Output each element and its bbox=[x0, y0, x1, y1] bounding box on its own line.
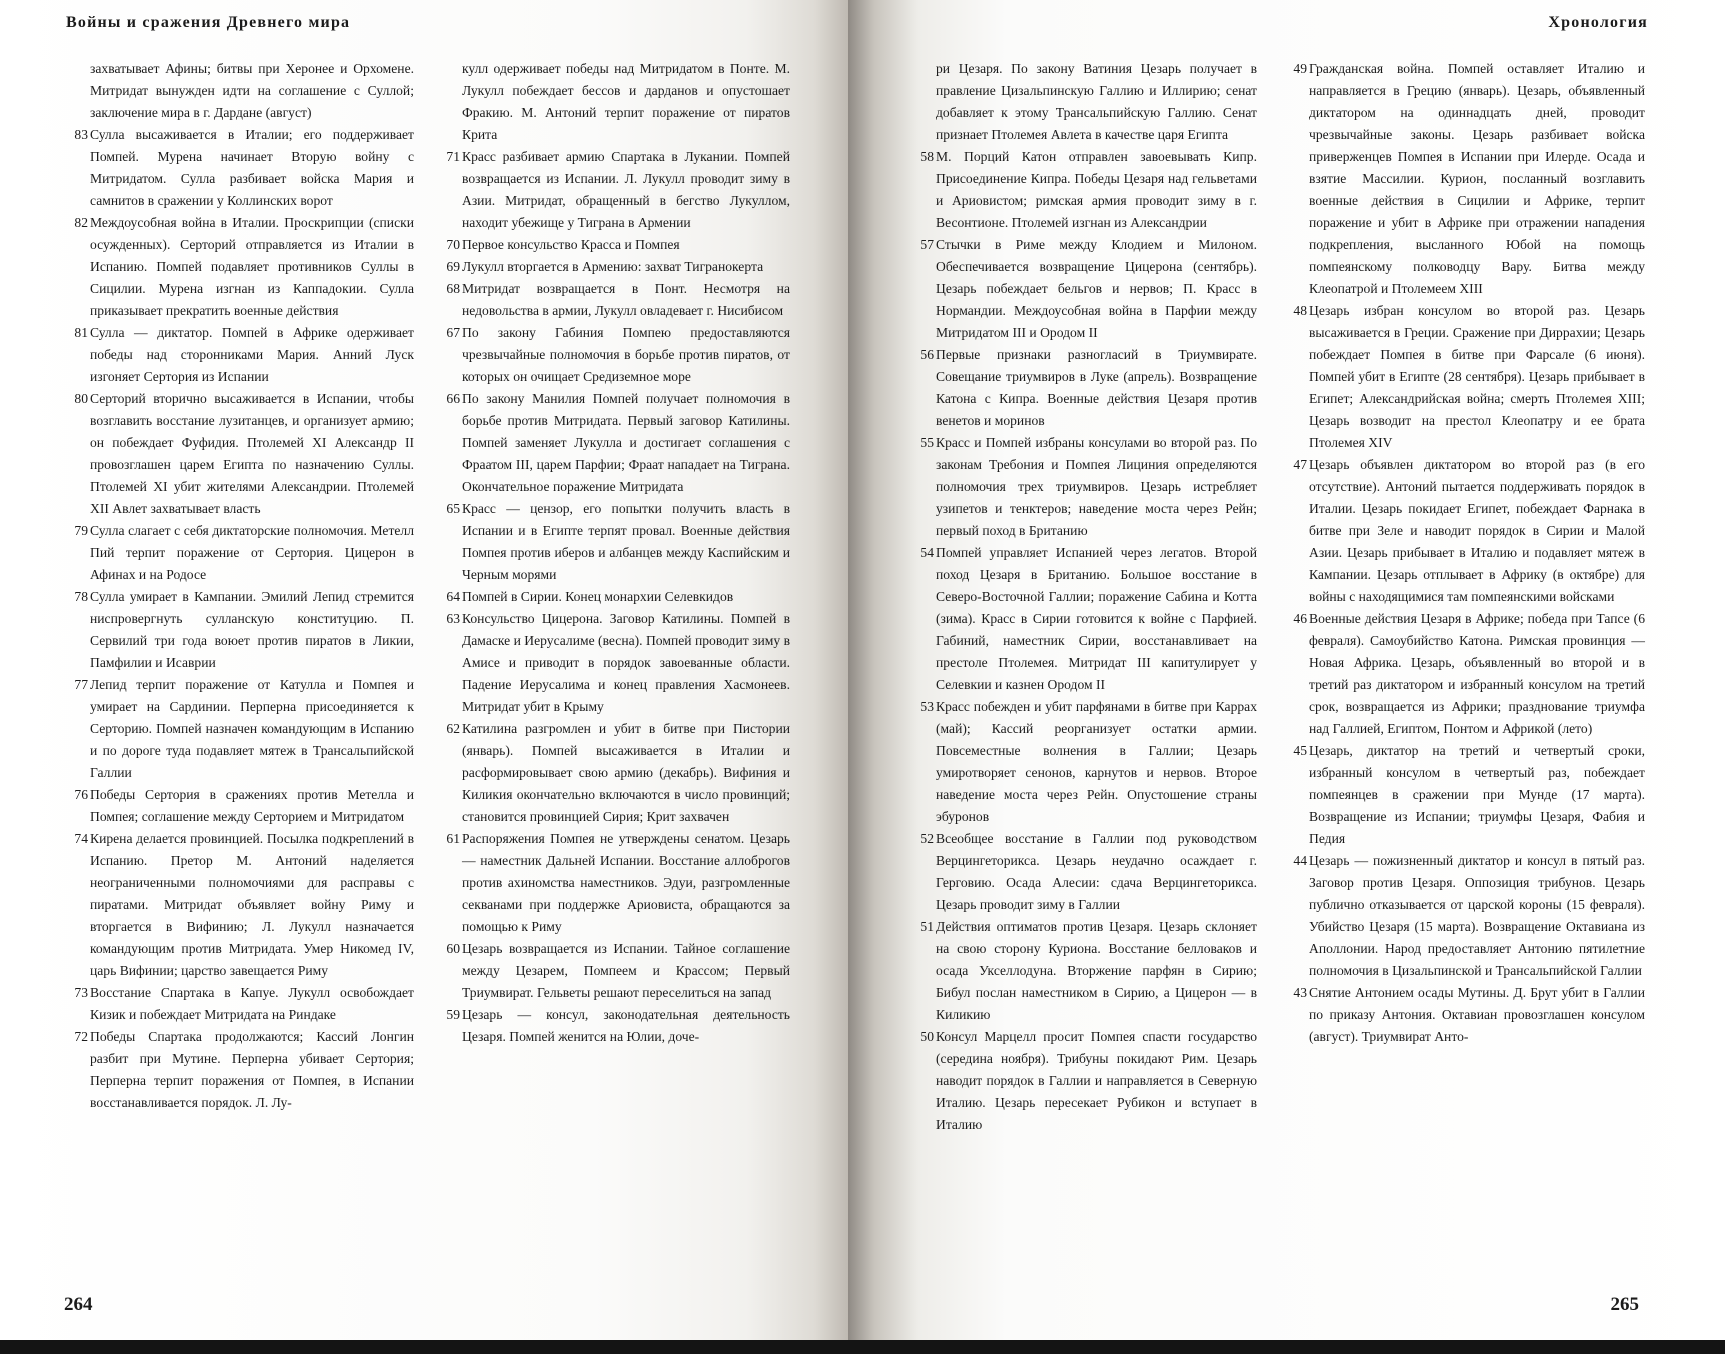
entry-text: Победы Сертория в сражениях против Метелла и Помпея; соглашение между Серторием и Митридатом bbox=[90, 787, 414, 824]
scan-edge bbox=[0, 1340, 1725, 1354]
entry-text: ри Цезаря. По закону Ватиния Цезарь получает в правление Цизальпинскую Галлию и Иллирию; сенат добавляет к этому Трансальпийскую Галлию. Сенат признает Птолемея Авлета в качестве царя Египта bbox=[936, 61, 1257, 142]
chronology-entry bbox=[64, 212, 414, 322]
chronology-entry bbox=[436, 718, 790, 828]
entry-year: 83 bbox=[74, 127, 88, 142]
entry-year: 45 bbox=[1293, 743, 1307, 758]
entry-year: 46 bbox=[1293, 611, 1307, 626]
page-number-left: 264 bbox=[64, 1294, 93, 1315]
chronology-entry bbox=[1283, 608, 1645, 740]
entry-year: 53 bbox=[920, 699, 934, 714]
chronology-entry bbox=[436, 322, 790, 388]
entry-text: Военные действия Цезаря в Африке; победа при Тапсе (6 февраля). Самоубийство Катона. Римская провинция — Новая Африка. Цезарь, объявленный во второй и в третий раз диктатором и избранный консулом на третий срок, возвращается из Африки; празднование триумфа над Галлией, Египтом, Понтом и Африкой (лето) bbox=[1309, 611, 1645, 736]
entry-text: Цезарь, диктатор на третий и четвертый сроки, избранный консулом в четвертый раз, побеждает помпеянцев в сражении при Мунде (17 марта). Возвращение из Испании; триумфы Цезаря, Фабия и Педия bbox=[1309, 743, 1645, 846]
chronology-entry bbox=[1283, 58, 1645, 300]
entry-year: 56 bbox=[920, 347, 934, 362]
chronology-entry bbox=[436, 388, 790, 498]
entry-year: 64 bbox=[446, 589, 460, 604]
entry-year: 76 bbox=[74, 787, 88, 802]
chronology-entry bbox=[436, 146, 790, 234]
entry-text: Катилина разгромлен и убит в битве при Пистории (январь). Помпей высаживается в Италии и расформировывает свою армию (декабрь). Вифиния и Киликия окончательно включаются в число провинций; становится провинцией Сирия; Крит захвачен bbox=[462, 721, 790, 824]
entry-year: 59 bbox=[446, 1007, 460, 1022]
entry-text: Цезарь возвращается из Испании. Тайное соглашение между Цезарем, Помпеем и Крассом; Первый Триумвират. Гельветы решают переселиться на запад bbox=[462, 941, 790, 1000]
chronology-entry bbox=[436, 1004, 790, 1048]
entry-year: 58 bbox=[920, 149, 934, 164]
chronology-entry bbox=[436, 498, 790, 586]
chronology-entry bbox=[436, 256, 790, 278]
entry-text: Красс побежден и убит парфянами в битве при Каррах (май); Кассий реорганизует остатки армии. Повсеместные волнения в Галлии; Цезарь умиротворяет сенонов, карнутов и нервов. Второе наведение моста через Рейн. Опустошение страны эбуронов bbox=[936, 699, 1257, 824]
chronology-entry bbox=[436, 938, 790, 1004]
entry-text: Первое консульство Красса и Помпея bbox=[462, 237, 680, 252]
entry-text: захватывает Афины; битвы при Херонее и Орхомене. Митридат вынужден идти на соглашение с Суллой; заключение мира в г. Дардане (август) bbox=[90, 61, 414, 120]
entry-text: Кирена делается провинцией. Посылка подкреплений в Испанию. Претор М. Антоний наделяется неограниченными полномочиями для расправы с пиратами. Митридат объявляет войну Риму и вторгается в Вифинию; Л. Лукулл назначается командующим против Митридата. Умер Никомед IV, царь Вифинии; царство завещается Риму bbox=[90, 831, 414, 978]
chronology-entry bbox=[910, 1026, 1257, 1136]
entry-text: Лепид терпит поражение от Катулла и Помпея и умирает на Сардинии. Перперна присоединяется к Серторию. Помпей назначен командующим в Испанию и по дороге туда подавляет мятеж в Трансальпийской Галлии bbox=[90, 677, 414, 780]
entry-text: Гражданская война. Помпей оставляет Италию и направляется в Грецию (январь). Цезарь, объявленный диктатором на одиннадцать дней, проводит чрезвычайные законы. Цезарь разбивает войска приверженцев Помпея в Испании при Илерде. Осада и взятие Массилии. Курион, посланный возглавить военные действия в Сицилии и Африке, терпит поражение и убит в Африке при отражении нападения подкрепления, высланного Юбой на помощь помпеянскому полководцу Вару. Битва между Клеопатрой и Птолемеем XIII bbox=[1309, 61, 1645, 296]
entry-text: Красс разбивает армию Спартака в Лукании. Помпей возвращается из Испании. Л. Лукулл проводит зиму в Азии. Митридат, обращенный в бегство Лукуллом, находит убежище у Тиграна в Армении bbox=[462, 149, 790, 230]
entry-year: 47 bbox=[1293, 457, 1307, 472]
entry-text: По закону Манилия Помпей получает полномочия в борьбе против Митридата. Первый заговор Катилины. Помпей заменяет Лукулла и достигает соглашения с Фраатом III, царем Парфии; Фраат нападает на Тиграна. Окончательное поражение Митридата bbox=[462, 391, 790, 494]
entry-year: 66 bbox=[446, 391, 460, 406]
entry-year: 72 bbox=[74, 1029, 88, 1044]
entry-text: Консульство Цицерона. Заговор Катилины. Помпей в Дамаске и Иерусалиме (весна). Помпей проводит зиму в Амисе и приводит в порядок завоеванные области. Падение Иерусалима и конец правления Хасмонеев. Митридат убит в Крыму bbox=[462, 611, 790, 714]
entry-text: Сулла умирает в Кампании. Эмилий Лепид стремится ниспровергнуть сулланскую конституцию. П. Сервилий три года воюет против пиратов в Ликии, Памфилии и Исаврии bbox=[90, 589, 414, 670]
entry-year: 61 bbox=[446, 831, 460, 846]
chronology-entry bbox=[64, 674, 414, 784]
entry-year: 77 bbox=[74, 677, 88, 692]
chronology-entry bbox=[1283, 454, 1645, 608]
chronology-entry bbox=[1283, 850, 1645, 982]
entry-year: 79 bbox=[74, 523, 88, 538]
entry-text: Распоряжения Помпея не утверждены сенатом. Цезарь — наместник Дальней Испании. Восстание аллоброгов против ахиномства наместников. Эдуи, разгромленные секванами при поддержке Ариовиста, обращаются за помощью к Риму bbox=[462, 831, 790, 934]
right-column-1 bbox=[910, 58, 1257, 1136]
entry-year: 69 bbox=[446, 259, 460, 274]
entry-year: 70 bbox=[446, 237, 460, 252]
entry-text: Лукулл вторгается в Армению: захват Тигранокерта bbox=[462, 259, 764, 274]
chronology-entry bbox=[910, 696, 1257, 828]
chronology-entry bbox=[910, 542, 1257, 696]
entry-year: 62 bbox=[446, 721, 460, 736]
entry-text: Цезарь избран консулом во второй раз. Цезарь высаживается в Греции. Сражение при Диррахии; Цезарь побеждает Помпея в битве при Фарсале (6 июня). Помпей убит в Египте (28 сентября). Цезарь прибывает в Египет; Александрийская война; смерть Птолемея XIII; Цезарь возводит на престол Клеопатру и ее брата Птолемея XIV bbox=[1309, 303, 1645, 450]
entry-year: 74 bbox=[74, 831, 88, 846]
chronology-entry-continued bbox=[910, 58, 1257, 146]
chronology-entry bbox=[64, 784, 414, 828]
entry-year: 51 bbox=[920, 919, 934, 934]
entry-year: 54 bbox=[920, 545, 934, 560]
entry-text: Междоусобная война в Италии. Проскрипции (списки осужденных). Серторий отправляется из Италии в Испанию. Помпей подавляет противников Суллы в Сицилии. Мурена изгнан из Каппадокии. Сулла приказывает прекратить военные действия bbox=[90, 215, 414, 318]
left-column-1 bbox=[64, 58, 414, 1114]
chronology-entry-continued bbox=[436, 58, 790, 146]
entry-year: 52 bbox=[920, 831, 934, 846]
chronology-entry bbox=[436, 608, 790, 718]
chronology-entry bbox=[436, 234, 790, 256]
chronology-entry bbox=[64, 322, 414, 388]
chronology-entry bbox=[64, 1026, 414, 1114]
chronology-entry bbox=[436, 828, 790, 938]
running-head-left: Войны и сражения Древнего мира bbox=[66, 14, 351, 31]
chronology-entry bbox=[910, 146, 1257, 234]
entry-text: Снятие Антонием осады Мутины. Д. Брут убит в Галлии по приказу Антония. Октавиан провозглашен консулом (август). Триумвират Анто- bbox=[1309, 985, 1645, 1044]
entry-text: Консул Марцелл просит Помпея спасти государство (середина ноября). Трибуны покидают Рим. Цезарь наводит порядок в Галлии и направляется в Северную Италию. Цезарь пересекает Рубикон и вступает в Италию bbox=[936, 1029, 1257, 1132]
entry-text: По закону Габиния Помпею предоставляются чрезвычайные полномочия в борьбе против пиратов, от которых он очищает Средиземное море bbox=[462, 325, 790, 384]
chronology-entry bbox=[910, 828, 1257, 916]
entry-year: 73 bbox=[74, 985, 88, 1000]
entry-year: 80 bbox=[74, 391, 88, 406]
entry-year: 81 bbox=[74, 325, 88, 340]
entry-text: М. Порций Катон отправлен завоевывать Кипр. Присоединение Кипра. Победы Цезаря над гельветами и Ариовистом; римская армия проводит зиму в г. Весонтионе. Птолемей изгнан из Александрии bbox=[936, 149, 1257, 230]
entry-text: Первые признаки разногласий в Триумвирате. Совещание триумвиров в Луке (апрель). Возвращение Катона с Кипра. Военные действия Цезаря против венетов и моринов bbox=[936, 347, 1257, 428]
entry-text: Восстание Спартака в Капуе. Лукулл освобождает Кизик и побеждает Митридата на Риндаке bbox=[90, 985, 414, 1022]
entry-text: Цезарь — консул, законодательная деятельность Цезаря. Помпей женится на Юлии, доче- bbox=[462, 1007, 790, 1044]
entry-text: Действия оптиматов против Цезаря. Цезарь склоняет на свою сторону Куриона. Восстание белловаков и осада Укселлодуна. Вторжение парфян в Сирию; Бибул послан наместником в Сирию, а Цицерон — в Киликию bbox=[936, 919, 1257, 1022]
entry-year: 49 bbox=[1293, 61, 1307, 76]
entry-text: Красс — цензор, его попытки получить власть в Испании и в Египте терпят провал. Военные действия Помпея против иберов и албанцев между Каспийским и Черным морями bbox=[462, 501, 790, 582]
chronology-entry bbox=[436, 586, 790, 608]
chronology-entry bbox=[910, 432, 1257, 542]
chronology-entry bbox=[1283, 982, 1645, 1048]
entry-text: Цезарь — пожизненный диктатор и консул в пятый раз. Заговор против Цезаря. Оппозиция трибунов. Цезарь публично отказывается от царской короны (15 февраля). Убийство Цезаря (15 марта). Возвращение Октавиана из Аполлонии. Народ предоставляет Антонию пятилетние полномочия в Цизальпинской и Трансальпийской Галлии bbox=[1309, 853, 1645, 978]
chronology-entry bbox=[64, 124, 414, 212]
chronology-entry bbox=[1283, 740, 1645, 850]
entry-text: кулл одерживает победы над Митридатом в Понте. М. Лукулл побеждает бессов и дарданов и опустошает Фракию. М. Антоний терпит поражение от пиратов Крита bbox=[462, 61, 790, 142]
chronology-entry bbox=[1283, 300, 1645, 454]
entry-text: Митридат возвращается в Понт. Несмотря на недовольства в армии, Лукулл овладевает г. Нисибисом bbox=[462, 281, 790, 318]
entry-year: 71 bbox=[446, 149, 460, 164]
entry-text: Победы Спартака продолжаются; Кассий Лонгин разбит при Мутине. Перперна убивает Сертория; Перперна терпит поражения от Помпея, в Испании восстанавливается порядок. Л. Лу- bbox=[90, 1029, 414, 1110]
running-head-right: Хронология bbox=[1548, 14, 1648, 31]
entry-year: 60 bbox=[446, 941, 460, 956]
chronology-entry bbox=[64, 586, 414, 674]
entry-text: Красс и Помпей избраны консулами во второй раз. По законам Требония и Помпея Лициния определяются полномочия трех триумвиров. Цезарь истребляет узипетов и тенктеров; наведение моста через Рейн; первый поход в Британию bbox=[936, 435, 1257, 538]
chronology-entry bbox=[910, 344, 1257, 432]
entry-year: 67 bbox=[446, 325, 460, 340]
entry-year: 78 bbox=[74, 589, 88, 604]
entry-year: 48 bbox=[1293, 303, 1307, 318]
entry-year: 55 bbox=[920, 435, 934, 450]
entry-text: Серторий вторично высаживается в Испании, чтобы возглавить восстание лузитанцев, и организует армию; он побеждает Фуфидия. Птолемей XI Александр II провозглашен царем Египта по назначению Суллы. Птолемей XI убит жителями Александрии. Птолемей XII Авлет захватывает власть bbox=[90, 391, 414, 516]
chronology-entry-continued bbox=[64, 58, 414, 124]
entry-text: Всеобщее восстание в Галлии под руководством Верцингеторикса. Цезарь неудачно осаждает г. Герговию. Осада Алесии: сдача Верцингеторикса. Цезарь проводит зиму в Галлии bbox=[936, 831, 1257, 912]
entry-text: Сулла — диктатор. Помпей в Африке одерживает победы над сторонниками Мария. Анний Луск изгоняет Сертория из Испании bbox=[90, 325, 414, 384]
entry-text: Помпей в Сирии. Конец монархии Селевкидов bbox=[462, 589, 734, 604]
entry-year: 43 bbox=[1293, 985, 1307, 1000]
entry-text: Сулла слагает с себя диктаторские полномочия. Метелл Пий терпит поражение от Сертория. Цицерон в Афинах и на Родосе bbox=[90, 523, 414, 582]
chronology-entry bbox=[64, 520, 414, 586]
entry-year: 68 bbox=[446, 281, 460, 296]
left-page bbox=[0, 0, 848, 1340]
right-column-2 bbox=[1283, 58, 1645, 1048]
entry-year: 65 bbox=[446, 501, 460, 516]
entry-year: 82 bbox=[74, 215, 88, 230]
entry-year: 57 bbox=[920, 237, 934, 252]
page-number-right: 265 bbox=[1610, 1294, 1639, 1315]
chronology-entry bbox=[64, 388, 414, 520]
entry-text: Цезарь объявлен диктатором во второй раз (в его отсутствие). Антоний пытается поддерживать порядок в Италии. Цезарь покидает Египет, побеждает Фарнака в битве при Зеле и наводит порядок в Сирии и Малой Азии. Цезарь прибывает в Италию и подавляет мятеж в Кампании. Цезарь отплывает в Африку (в октябре) для войны с находящимися там помпеянскими войсками bbox=[1309, 457, 1645, 604]
chronology-entry bbox=[910, 916, 1257, 1026]
chronology-entry bbox=[436, 278, 790, 322]
entry-text: Стычки в Риме между Клодием и Милоном. Обеспечивается возвращение Цицерона (сентябрь). Цезарь побеждает бельгов и нервов; П. Красс в Нормандии. Междоусобная война в Парфии между Митридатом III и Ородом II bbox=[936, 237, 1257, 340]
left-column-2 bbox=[436, 58, 790, 1048]
right-page bbox=[848, 0, 1725, 1340]
chronology-entry bbox=[64, 828, 414, 982]
chronology-entry bbox=[910, 234, 1257, 344]
entry-text: Помпей управляет Испанией через легатов. Второй поход Цезаря в Британию. Большое восстание в Северо-Восточной Галлии; поражение Сабина и Котта (зима). Красс в Сирии готовится к войне с Парфией. Габиний, наместник Сирии, восстанавливает на престоле Птолемея. Митридат III капитулирует у Селевкии и казнен Ородом II bbox=[936, 545, 1257, 692]
entry-year: 63 bbox=[446, 611, 460, 626]
chronology-entry bbox=[64, 982, 414, 1026]
entry-year: 44 bbox=[1293, 853, 1307, 868]
entry-year: 50 bbox=[920, 1029, 934, 1044]
entry-text: Сулла высаживается в Италии; его поддерживает Помпей. Мурена начинает Вторую войну с Митридатом. Сулла разбивает войска Мария и самнитов в сражении у Коллинских ворот bbox=[90, 127, 414, 208]
